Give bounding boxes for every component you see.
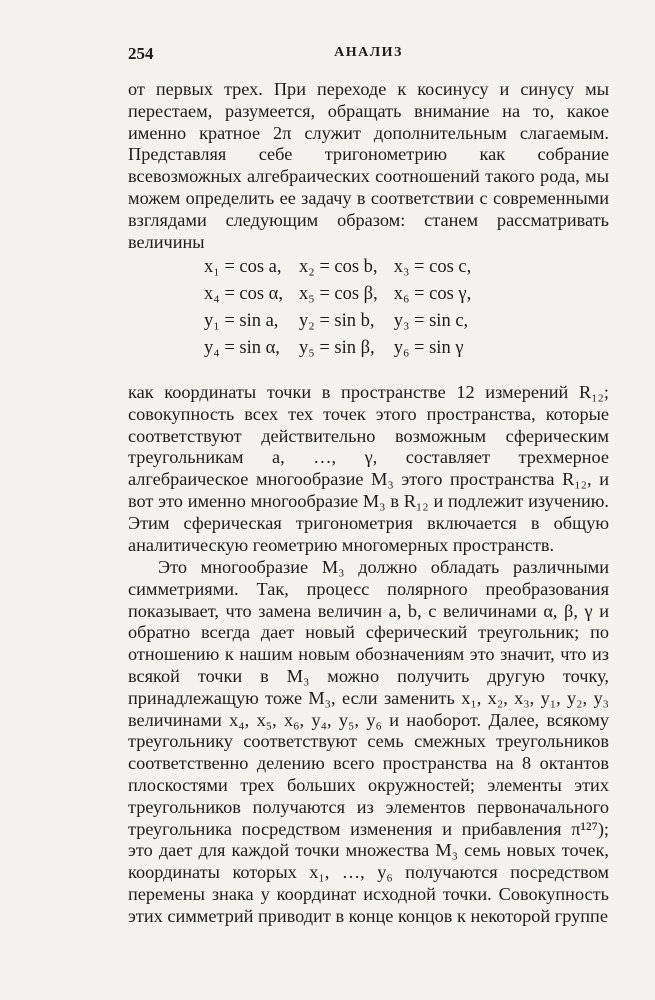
page-header (128, 44, 609, 66)
paragraph-3: Это многообразие M₃ должно обладать различными симметриями. Так, процесс полярного преобразования показывает, что замена величин a, b, c величинами α, β, γ и обратно всегда дает новый сферический треугольник; по отношению к нашим новым обозначениям это значит, что из всякой точки в M₃ можно получить другую точку, принадлежащую тоже M₃, если заменить x₁, x₂, x₃, y₁, y₂, y₃ величинами x₄, x₅, x₆, y₄, y₅, y₆ и наоборот. Далее, всякому треугольнику соответствуют семь смежных треугольников соответственно делению всего пространства на 8 октантов плоскостями трех больших окружностей; элементы этих треугольников получаются из элементов первоначального треугольника посредством изменения и прибавления π¹²⁷); это дает для каждой точки множества M₃ семь новых точек, координаты которых x₁, …, y₆ получаются посредством перемены знака у координат исходной точки. Совокупность этих симметрий приводит в конце концов к некоторой группе (128, 557, 609, 926)
formula-cell: y₂ = sin b, (299, 311, 375, 331)
formula-cell: y₅ = sin β, (299, 338, 375, 358)
formula-cell: y₁ = sin a, (204, 311, 279, 331)
formula-cell: x₁ = cos a, (204, 257, 282, 277)
formula-row (204, 281, 471, 308)
formula-cell: y₄ = sin α, (204, 338, 280, 358)
formula-cell: y₃ = sin c, (393, 311, 469, 331)
formula-cell: y₆ = sin γ (393, 338, 464, 358)
formula-row (204, 335, 471, 362)
page-number: 254 (128, 44, 154, 63)
formula-block (204, 254, 471, 362)
running-head: АНАЛИЗ (334, 45, 403, 60)
formula-cell: x₆ = cos γ, (393, 284, 472, 304)
formula-cell: x₃ = cos c, (393, 257, 472, 277)
formula-row (204, 254, 471, 281)
formula-row (204, 308, 471, 335)
formula-cell: x₅ = cos β, (299, 284, 378, 304)
paragraph-1: от первых трех. При переходе к косинусу и синусу мы перестаем, разумеется, обращать внимание на то, какое именно кратное 2π служит дополнительным слагаемым. Представляя себе тригонометрию как собрание всевозможных алгебраических соотношений такого рода, мы можем определить ее задачу в соответствии с современными взглядами следующим образом: станем рассматривать величины (128, 79, 609, 252)
formula-cell: x₄ = cos α, (204, 284, 283, 304)
paragraph-2: как координаты точки в пространстве 12 измерений R₁₂; совокупность всех тех точек этого пространства, которые соответствуют действительно возможным сферическим треугольникам a, …, γ, составляет трехмерное алгебраическое многообразие M₃ этого пространства R₁₂, и вот это именно многообразие M₃ в R₁₂ и подлежит изучению. Этим сферическая тригонометрия включается в общую аналитическую геометрию многомерных пространств. (128, 382, 609, 555)
formula-cell: x₂ = cos b, (299, 257, 378, 277)
